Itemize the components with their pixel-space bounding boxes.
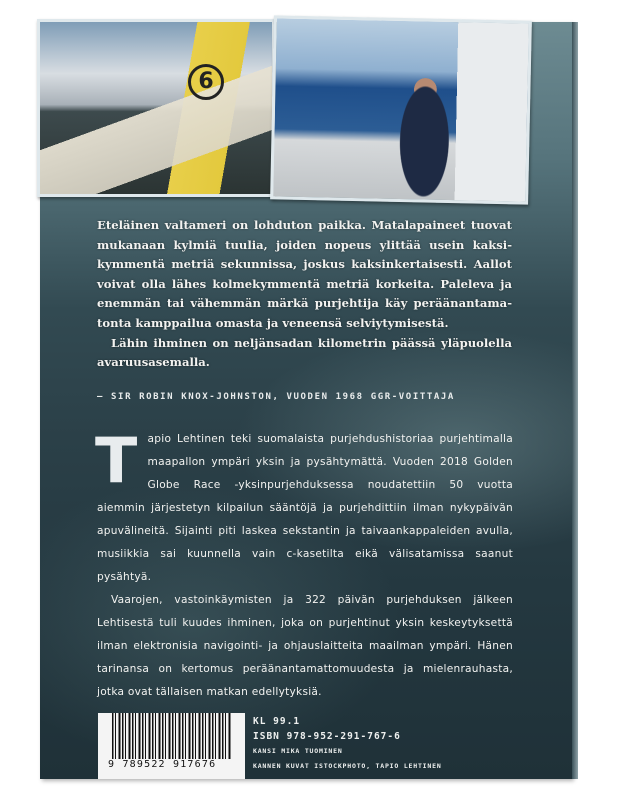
isbn: ISBN 978-952-291-767-6 [253, 731, 401, 742]
photo-sailor-in-cockpit [270, 15, 532, 204]
barcode-bars [112, 713, 232, 759]
quote-attribution: – SIR ROBIN KNOX-JOHNSTON, VUODEN 1968 GGR-VOITTAJA [97, 392, 455, 402]
description-paragraph: Vaarojen, vastoinkäymisten ja 322 päivän purjehduksen jälkeen Lehtisestä tuli kuudes ihminen, joka on purjehtinut yksin keskeytyksettä ilman elektronisia navigointi- ja ohjauslaitteita maailman ympäri. Hänen tarinansa on kertomus peräänantamattomuudesta ja mielenrauhasta, jotka ovat tällaisen matkan edellytyksiä. [97, 594, 513, 698]
quote-block [97, 216, 512, 373]
book-spine-edge [572, 22, 578, 779]
photo-sailboat-yellow-sail [37, 19, 275, 197]
quote-paragraph: Lähin ihminen on neljänsadan kilometrin päässä yläpuolella avaruusasemalla. [97, 335, 512, 370]
drop-cap: T [95, 424, 138, 497]
cover-photo-credits: KANNEN KUVAT ISTOCKPHOTO, TAPIO LEHTINEN [253, 762, 442, 770]
publication-info [253, 714, 442, 774]
isbn-barcode [98, 713, 245, 779]
book-back-cover [40, 22, 572, 779]
quote-paragraph: Eteläinen valtameri on lohduton paikka. Matalapaineet tuovat mukanaan kylmiä tuulia, joiden nopeus ylittää usein kaksikymmentä metriä sekunnissa, joskus kaksinkertaisesti. Aallot voivat olla lähes kolmekymmentä metriä korkeita. Paleleva ja enemmän tai vähemmän märkä purjehtija käy peräänantamatonta kamppailua omasta ja veneensä selviytymisestä. [97, 218, 512, 330]
sail-number: 6 [188, 64, 224, 100]
classification: KL 99.1 [253, 716, 301, 727]
description-paragraph: apio Lehtinen teki suomalaista purjehdushistoriaa purjehtimalla maapallon ympäri yksin ja pysähtymättä. Vuoden 2018 Golden Globe Race -yksinpurjehduksessa noudatettiin 50 vuotta aiemmin järjestetyn kilpailun sääntöjä ja purjehdittiin ilman nykypäivän apuvälineitä. Sijainti piti laskea sekstantin ja taivaankappaleiden avulla, musiikkia sai kuunnella vain c-kasetilta eikä välisatamissa saanut pysähtyä. [97, 433, 513, 583]
cover-designer: KANSI MIKA TUOMINEN [253, 747, 343, 755]
barcode-digits: 9 789522 917676 [108, 759, 217, 770]
description-block [95, 424, 513, 704]
